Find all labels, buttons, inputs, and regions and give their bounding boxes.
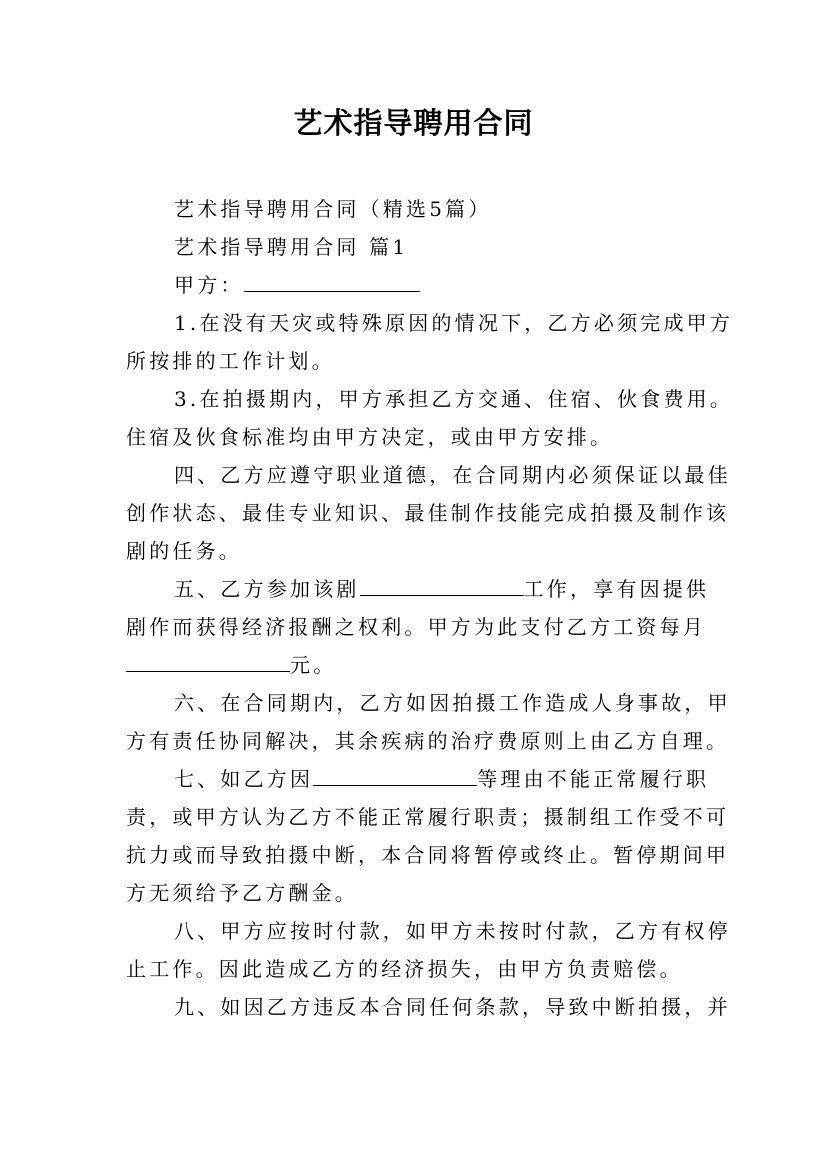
paragraph-line: 方有责任协同解决，其余疾病的治疗费原则上由乙方自理。 xyxy=(126,729,730,753)
paragraph-line xyxy=(126,646,710,684)
paragraph-line xyxy=(126,570,710,608)
monthly-salary-blank xyxy=(126,649,290,672)
clause-seven-start: 七、如乙方因 xyxy=(174,767,314,791)
section-heading: 艺术指导聘用合同 篇1 xyxy=(174,235,409,259)
paragraph-line: 四、乙方应遵守职业道德，在合同期内必须保证以最佳 xyxy=(174,463,731,487)
paragraph-line xyxy=(126,760,710,798)
paragraph-line: 剧的任务。 xyxy=(126,539,242,563)
paragraph-line: 剧作而获得经济报酬之权利。甲方为此支付乙方工资每月 xyxy=(126,615,706,639)
clause-five-end: 工作，享有因提供 xyxy=(523,577,710,601)
paragraph-line: 八、甲方应按时付款，如甲方未按时付款，乙方有权停 xyxy=(174,919,731,943)
document-body xyxy=(126,190,734,1026)
document-title: 艺术指导聘用合同 xyxy=(293,106,534,140)
paragraph-line: 创作状态、最佳专业知识、最佳制作技能完成拍摄及制作该 xyxy=(126,501,730,525)
salary-unit: 元。 xyxy=(290,653,337,677)
clause-seven-end: 等理由不能正常履行职 xyxy=(477,767,710,791)
paragraph-line: 责，或甲方认为乙方不能正常履行职责；摄制组工作受不可 xyxy=(126,805,730,829)
party-a-label: 甲方： xyxy=(174,273,244,297)
paragraph-line: 九、如因乙方违反本合同任何条款，导致中断拍摄，并 xyxy=(174,995,731,1019)
paragraph-line: 所按排的工作计划。 xyxy=(126,349,335,373)
clause-five-start: 五、乙方参加该剧 xyxy=(174,577,360,601)
drama-role-blank xyxy=(360,573,524,596)
paragraph-line: 3.在拍摄期内，甲方承担乙方交通、住宿、伙食费用。 xyxy=(174,387,734,411)
paragraph-line: 抗力或而导致拍摄中断，本合同将暂停或终止。暂停期间甲 xyxy=(126,843,730,867)
paragraph-line: 住宿及伙食标准均由甲方决定，或由甲方安排。 xyxy=(126,425,614,449)
party-a-blank xyxy=(244,269,420,292)
paragraph-line: 六、在合同期内，乙方如因拍摄工作造成人身事故，甲 xyxy=(174,691,731,715)
paragraph-line: 1.在没有天灾或特殊原因的情况下，乙方必须完成甲方 xyxy=(174,311,734,335)
doc-subtitle: 艺术指导聘用合同（精选5篇） xyxy=(174,197,492,221)
paragraph-line: 方无须给予乙方酬金。 xyxy=(126,881,358,905)
paragraph-line: 止工作。因此造成乙方的经济损失，由甲方负责赔偿。 xyxy=(126,957,683,981)
reason-blank xyxy=(313,763,477,786)
party-a-line xyxy=(126,266,710,304)
